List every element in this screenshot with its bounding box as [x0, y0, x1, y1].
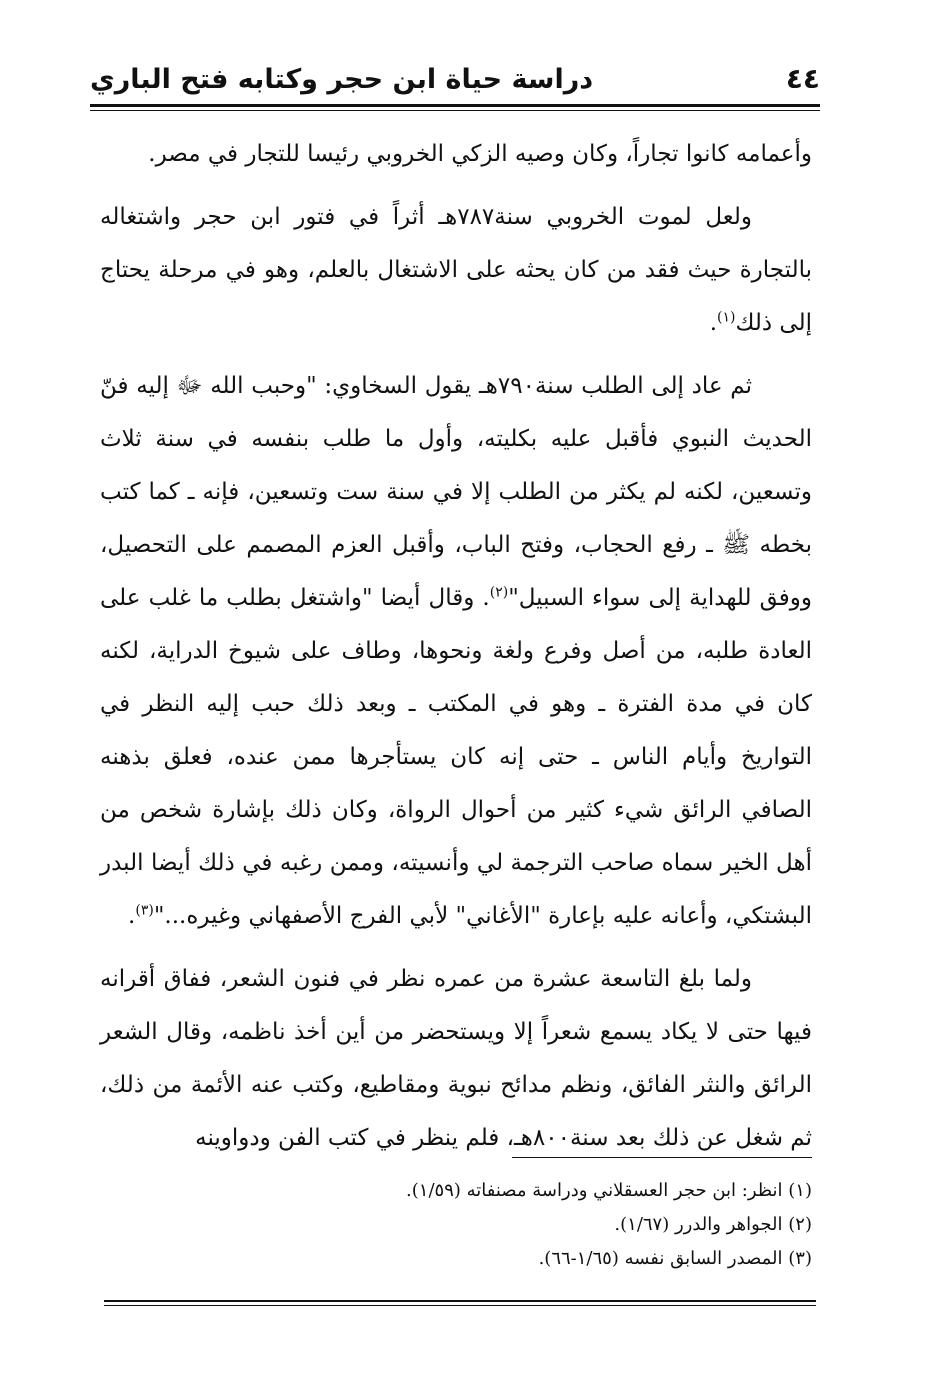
paragraph-3: ثم عاد إلى الطلب سنة٧٩٠هـ يقول السخاوي: "وحبب الله ﷻ إليه فنّ الحديث النبوي فأقبل عليه بكليته، وأول ما طلب بنفسه في سنة ثلاث وتسعين، لكنه لم يكثر من الطلب إلا في سنة ست وتسعين، فإنه ـ كما كتب بخطه ﷺ ـ رفع الحجاب، وفتح الباب، وأقبل العزم المصمم على التحصيل، ووفق للهداية إلى سواء السبيل"$^{(٢)}$. وقال أيضا "واشتغل بطلب ما غلب على العادة طلبه، من أصل وفرع ولغة ونحوها، وطاف على شيوخ الدراية، لكنه كان في مدة الفترة ـ وهو في المكتب ـ وبعد ذلك حبب إليه النظر في التواريخ وأيام الناس ـ حتى إنه كان يستأجرها ممن عنده، فعلق بذهنه الصافي الرائق شيء كثير من أحوال الرواة، وكان ذلك بإشارة شخص من أهل الخير سماه صاحب الترجمة لي وأنسيته، وممن رغبه في ذلك أيضا البدر البشتكي، وأعانه عليه بإعارة "الأغاني" لأبي الفرج الأصفهاني وغيره..."$^{(٣)}$. [100, 373, 813, 929]
running-title: دراسة حياة ابن حجر وكتابه فتح الباري [90, 64, 594, 95]
footnote-2: (٢) الجواهر والدرر (١/٦٧). [614, 1214, 812, 1235]
header-rule-thin [90, 110, 820, 111]
footer-rule-thin [104, 1305, 816, 1306]
footnote-separator [512, 1157, 812, 1158]
footnote-ref-3: (٣) [135, 902, 154, 919]
paragraph-2: ولعل لموت الخروبي سنة٧٨٧هـ أثراً في فتور ابن حجر واشتغاله بالتجارة حيث فقد من كان يحثه على الاشتغال بالعلم، وهو في مرحلة يحتاج إلى ذلك$^{(١)}$. [100, 204, 812, 336]
page-number: ٤٤ [785, 62, 820, 95]
footnote-ref-2: (٢) [489, 584, 509, 601]
body-text [100, 128, 812, 1175]
page-header [90, 58, 820, 104]
footer-rule-thick [104, 1300, 816, 1302]
footnote-3: (٣) المصدر السابق نفسه (١/٦٥-٦٦). [538, 1248, 812, 1269]
paragraph-1: وأعمامه كانوا تجاراً، وكان وصيه الزكي الخروبي رئيسا للتجار في مصر. [148, 141, 812, 167]
footnote-1: (١) انظر: ابن حجر العسقلاني ودراسة مصنفاته (١/٥٩). [406, 1180, 812, 1201]
footnote-ref-1: (١) [717, 309, 736, 326]
footnotes [300, 1174, 812, 1276]
paragraph-4: ولما بلغ التاسعة عشرة من عمره نظر في فنون الشعر، ففاق أقرانه فيها حتى لا يكاد يسمع شعراً إلا ويستحضر من أين أخذ ناظمه، وقال الشعر الرائق والنثر الفائق، ونظم مدائح نبوية ومقاطيع، وكتب عنه الأئمة من ذلك، ثم شغل عن ذلك بعد سنة٨٠٠هـ، فلم ينظر في كتب الفن ودواوينه [100, 966, 812, 1151]
header-rule-thick [90, 104, 820, 107]
